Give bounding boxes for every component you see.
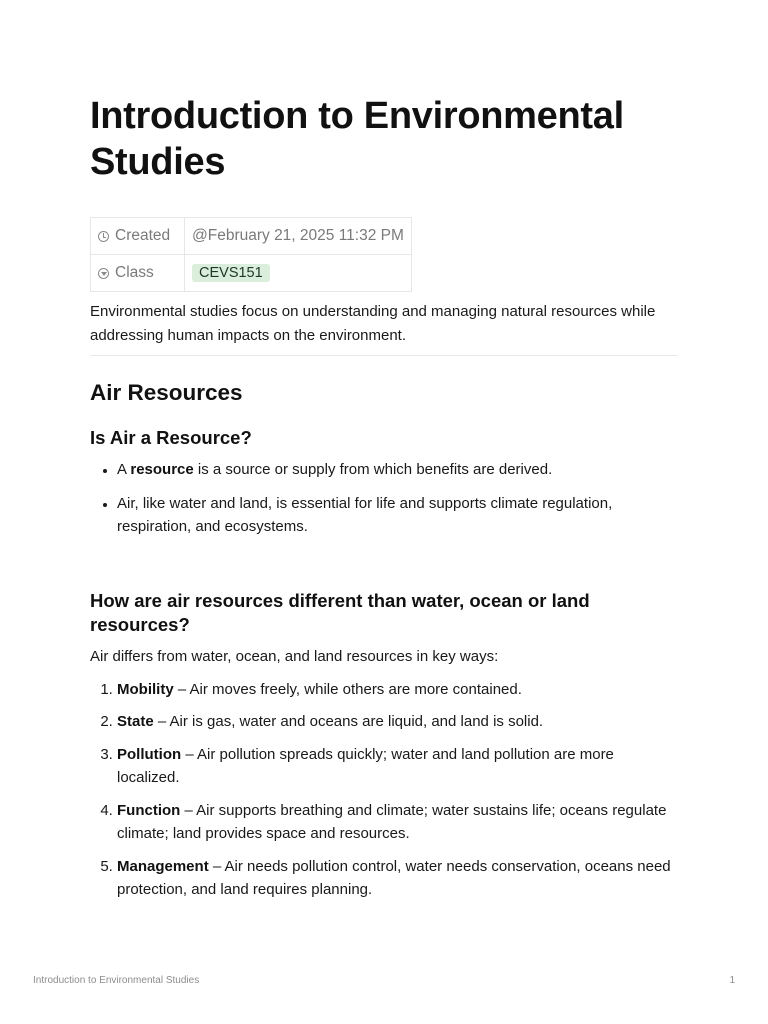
list-item	[117, 743, 678, 790]
bold-term: Function	[117, 801, 181, 819]
page-footer	[33, 975, 735, 986]
text-span: – Air supports breathing and climate; water sustains life; oceans regulate climate; land provides space and resources.	[117, 801, 667, 842]
text-span: – Air needs pollution control, water needs conservation, oceans need protection, and land requires planning.	[117, 857, 671, 898]
list-item	[117, 678, 678, 702]
list-item	[117, 799, 678, 846]
document-page	[90, 93, 678, 911]
property-row-created	[91, 218, 412, 255]
properties-table	[90, 217, 412, 292]
bold-term: Mobility	[117, 680, 174, 698]
page-number: 1	[729, 975, 735, 986]
footer-title: Introduction to Environmental Studies	[33, 975, 200, 986]
bullet-list	[90, 458, 678, 539]
text-span: is a source or supply from which benefits are derived.	[193, 461, 553, 478]
page-title: Introduction to Environmental Studies	[90, 95, 624, 183]
numbered-list	[90, 678, 678, 902]
divider	[90, 355, 678, 356]
property-value-created[interactable]: @February 21, 2025 11:32 PM	[185, 218, 412, 255]
subheading-air-vs-other-resources: How are air resources different than water, ocean or land resources?	[90, 589, 590, 635]
text-span: A	[117, 461, 131, 478]
bold-term: Pollution	[117, 745, 182, 763]
intro-paragraph: Environmental studies focus on understanding and managing natural resources while addressing human impacts on the environment.	[90, 303, 656, 344]
list-item	[117, 458, 678, 482]
text-span: – Air is gas, water and oceans are liquid, and land is solid.	[153, 713, 544, 730]
list-item	[117, 855, 678, 902]
bold-term: Management	[117, 857, 209, 875]
property-key-class	[91, 255, 185, 292]
property-value-class[interactable]	[185, 255, 412, 292]
bold-term: resource	[130, 461, 194, 478]
list-item	[117, 710, 678, 734]
property-row-class	[91, 255, 412, 292]
lead-paragraph: Air differs from water, ocean, and land resources in key ways:	[90, 647, 499, 665]
bold-term: State	[117, 713, 154, 730]
list-item: • Air, like water and land, is essential for life and supports climate regulation, respiration, and ecosystems.	[117, 492, 678, 539]
clock-icon	[98, 231, 109, 242]
select-icon	[98, 268, 109, 279]
text-span: – Air pollution spreads quickly; water and land pollution are more localized.	[117, 745, 614, 786]
section-heading-air-resources: Air Resources	[90, 380, 243, 405]
class-tag: CEVS151	[192, 264, 270, 282]
subheading-is-air-a-resource: Is Air a Resource?	[90, 427, 252, 448]
text-span: – Air moves freely, while others are more contained.	[173, 680, 522, 698]
property-label: Created	[115, 227, 171, 244]
property-label: Class	[115, 264, 154, 281]
property-key-created	[91, 218, 185, 255]
